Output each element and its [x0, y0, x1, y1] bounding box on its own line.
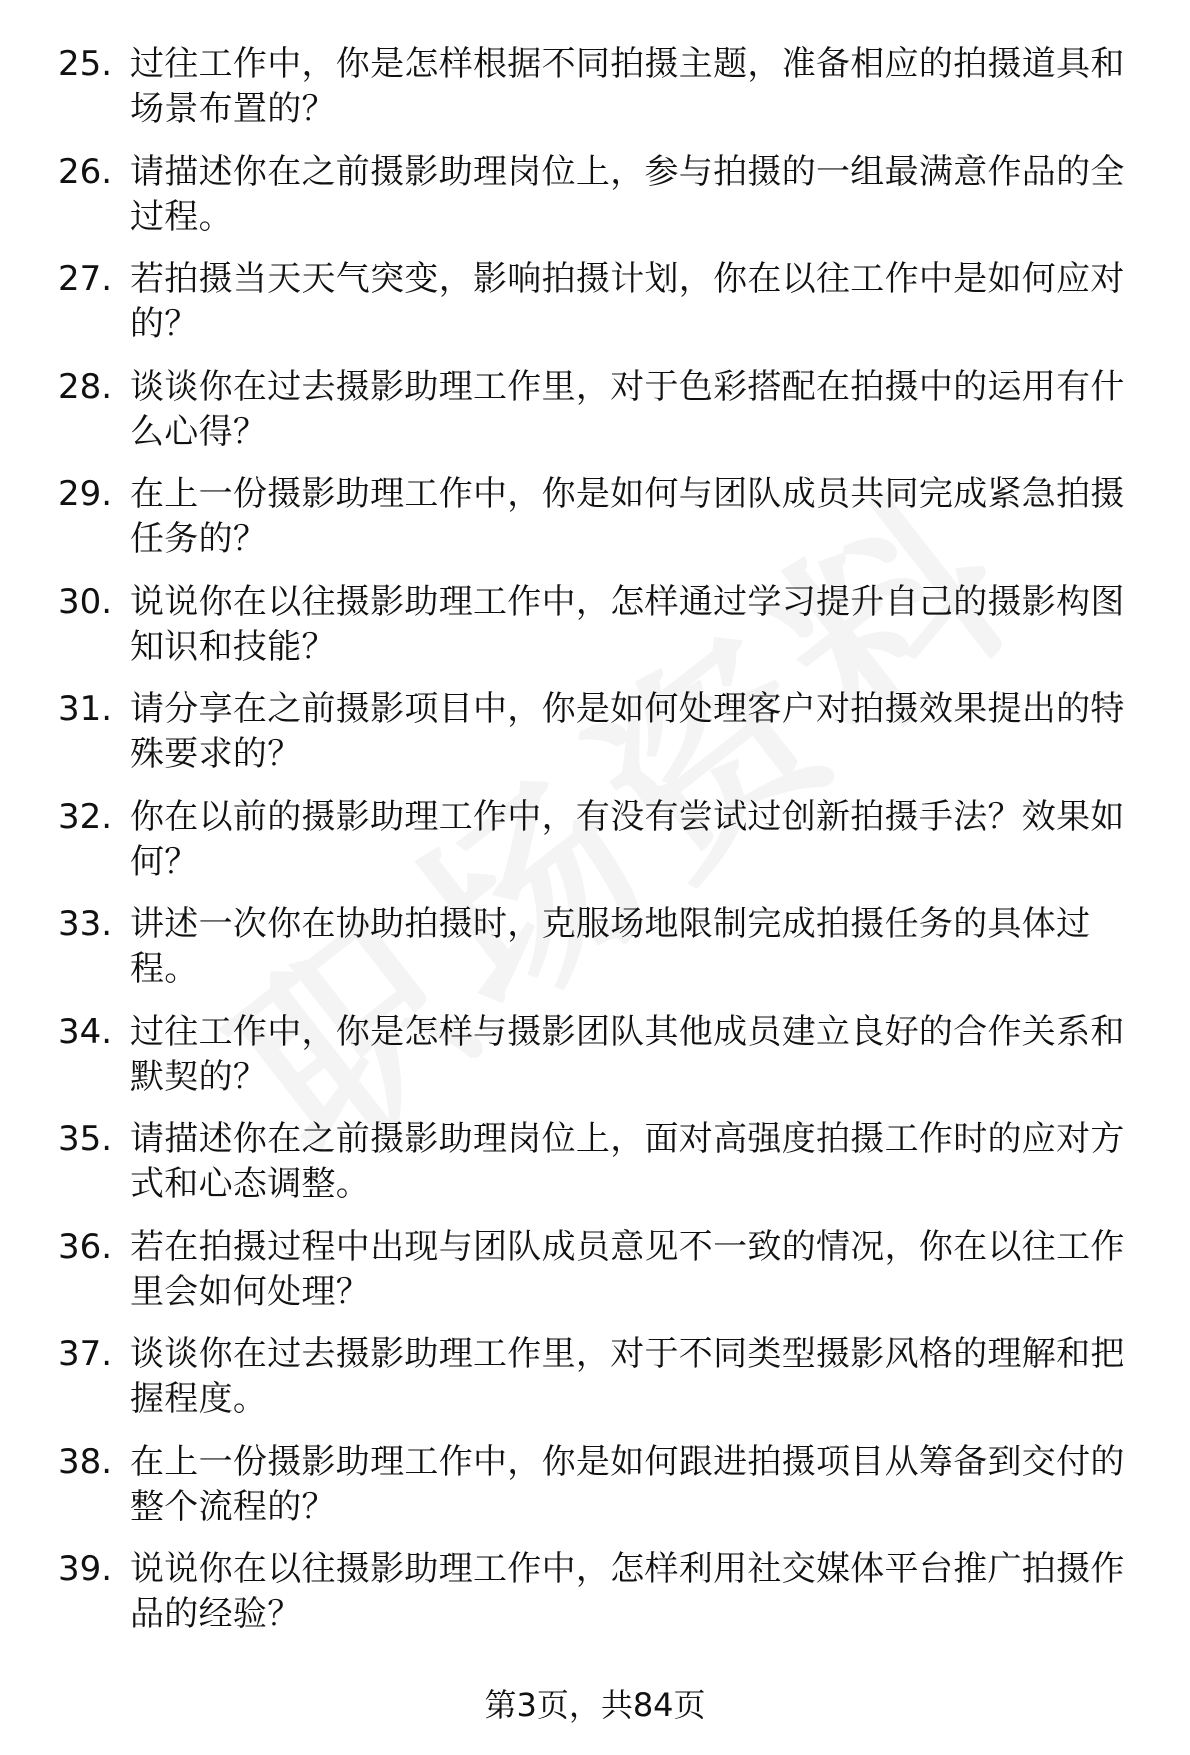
question-number: 38. [58, 1441, 113, 1482]
question-number: 33. [58, 904, 113, 944]
question-number: 35. [58, 1119, 113, 1159]
list-item [0, 42, 1190, 150]
question-number: 26. [58, 151, 113, 192]
list-item [0, 795, 1190, 903]
list-item [0, 687, 1190, 795]
question-number: 27. [58, 259, 113, 299]
list-item [0, 902, 1190, 1010]
list-item [0, 150, 1190, 258]
question-number: 37. [58, 1334, 113, 1374]
question-list [0, 42, 1190, 1655]
question-text: 若在拍摄过程中出现与团队成员意见不一致的情况，你在以往工作里会如何处理？ [130, 1226, 1125, 1312]
question-text: 过往工作中，你是怎样与摄影团队其他成员建立良好的合作关系和默契的？ [130, 1011, 1125, 1097]
question-text: 说说你在以往摄影助理工作中，怎样利用社交媒体平台推广拍摄作品的经验？ [130, 1549, 1125, 1634]
question-number: 25. [58, 44, 113, 84]
question-number: 29. [58, 474, 113, 514]
list-item [0, 1332, 1190, 1440]
question-text: 谈谈你在过去摄影助理工作里，对于不同类型摄影风格的理解和把握程度。 [130, 1334, 1125, 1419]
list-item [0, 1117, 1190, 1225]
question-text: 讲述一次你在协助拍摄时，克服场地限制完成拍摄任务的具体过程。 [130, 904, 1091, 989]
list-item [0, 1010, 1190, 1118]
question-text: 说说你在以往摄影助理工作中，怎样通过学习提升自己的摄影构图知识和技能？ [130, 581, 1125, 667]
question-text: 在上一份摄影助理工作中，你是如何跟进拍摄项目从筹备到交付的整个流程的？ [130, 1441, 1125, 1527]
list-item [0, 472, 1190, 580]
question-text: 请描述你在之前摄影助理岗位上，面对高强度拍摄工作时的应对方式和心态调整。 [130, 1119, 1125, 1204]
page-number: 第3页，共84页 [484, 1686, 706, 1724]
question-number: 34. [58, 1011, 113, 1052]
question-text: 谈谈你在过去摄影助理工作里，对于色彩搭配在拍摄中的运用有什么心得？ [130, 366, 1125, 452]
list-item [0, 1547, 1190, 1655]
question-text: 请分享在之前摄影项目中，你是如何处理客户对拍摄效果提出的特殊要求的？ [130, 689, 1125, 774]
list-item [0, 365, 1190, 473]
question-text: 若拍摄当天天气突变，影响拍摄计划，你在以往工作中是如何应对的？ [130, 259, 1125, 344]
question-number: 28. [58, 366, 113, 407]
question-number: 32. [58, 796, 113, 837]
question-number: 36. [58, 1226, 113, 1267]
question-number: 31. [58, 689, 113, 729]
question-text: 过往工作中，你是怎样根据不同拍摄主题，准备相应的拍摄道具和场景布置的？ [130, 44, 1125, 129]
list-item [0, 257, 1190, 365]
list-item [0, 580, 1190, 688]
question-text: 在上一份摄影助理工作中，你是如何与团队成员共同完成紧急拍摄任务的？ [130, 474, 1125, 559]
question-text: 请描述你在之前摄影助理岗位上，参与拍摄的一组最满意作品的全过程。 [130, 151, 1125, 237]
list-item [0, 1440, 1190, 1548]
question-number: 39. [58, 1549, 113, 1589]
list-item [0, 1225, 1190, 1333]
question-text: 你在以前的摄影助理工作中，有没有尝试过创新拍摄手法？效果如何？ [130, 796, 1125, 882]
question-number: 30. [58, 581, 113, 622]
